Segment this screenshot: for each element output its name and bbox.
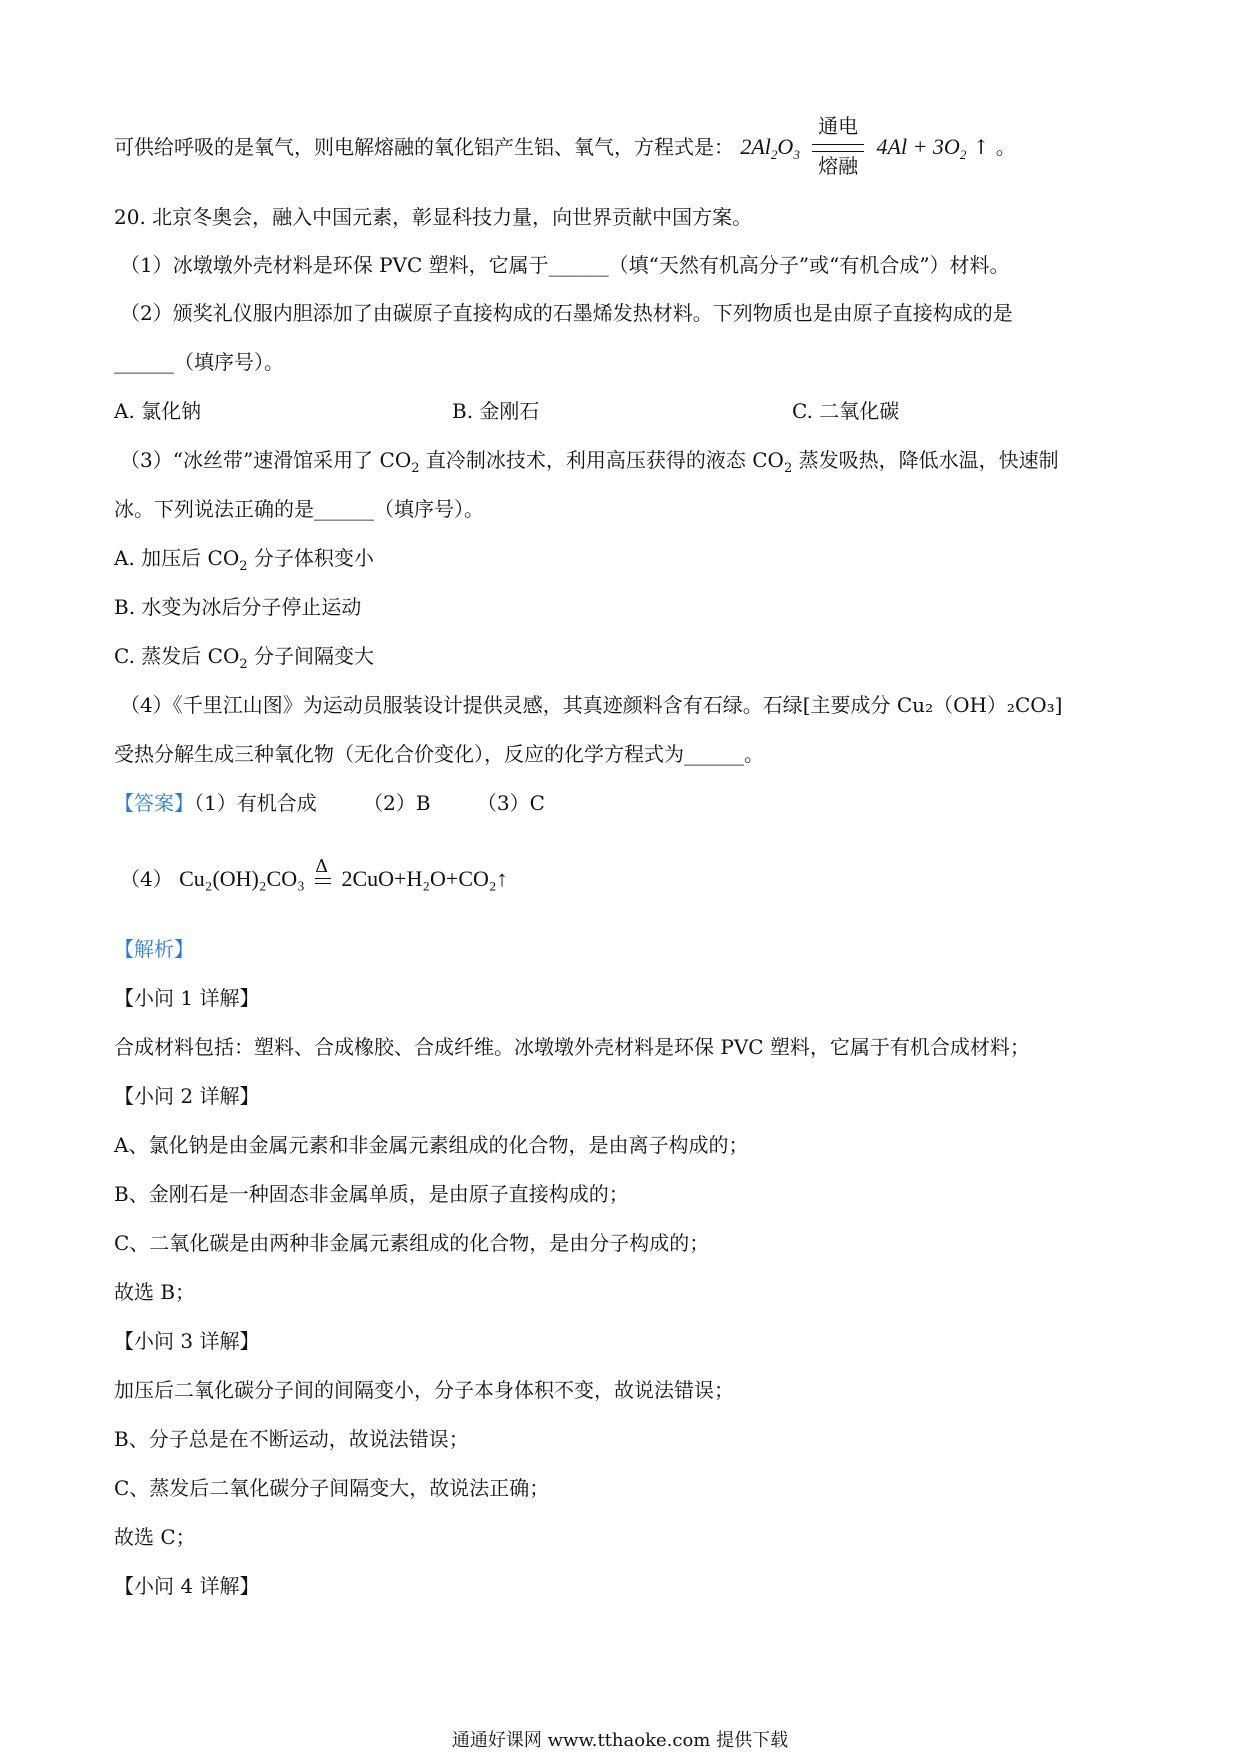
- sub-question-4-title: 【小问 4 详解】: [114, 1574, 260, 1598]
- question-part-1: （1）冰墩墩外壳材料是环保 PVC 塑料，它属于______（填“天然有机高分子”或“有机合成”）材料。: [120, 253, 1010, 277]
- heating-condition-arrow: [313, 858, 333, 892]
- answer-2: （2）B: [363, 791, 431, 815]
- question-part-3-line-2: 冰。下列说法正确的是______（填序号）。: [114, 497, 484, 521]
- delta-symbol: Δ: [315, 856, 329, 877]
- answer-4-lhs: Cu₂(OH)₂CO₃: [179, 866, 305, 891]
- q2-option-b: B. 金刚石: [452, 399, 540, 423]
- condition-bottom-label: 熔融: [818, 153, 859, 178]
- question-part-3-line-1: （3）“冰丝带”速滑馆采用了 $CO_2$ 直冷制冰技术，利用高压获得的液态 $CO_2$ 蒸发吸热，降低水温，快速制: [120, 448, 1059, 476]
- sub-question-3-a: 加压后二氧化碳分子间的间隔变小，分子本身体积不变，故说法错误；: [114, 1378, 734, 1402]
- electrolysis-equation-line: [114, 112, 1016, 182]
- answer-4-rhs: 2CuO+H₂O+CO₂↑: [341, 866, 508, 891]
- q3-option-b: B. 水变为冰后分子停止运动: [114, 595, 362, 619]
- sub-question-2-c: C、二氧化碳是由两种非金属元素组成的化合物，是由分子构成的；: [114, 1231, 710, 1255]
- reaction-condition-arrow: [810, 114, 866, 184]
- equation-prefix: 可供给呼吸的是氧气，则电解熔融的氧化铝产生铝、氧气，方程式是：: [114, 135, 734, 159]
- q3-option-c: C. 蒸发后 $CO_2$ 分子间隔变大: [114, 644, 375, 672]
- question-part-2-line-1: （2）颁奖礼仪服内胆添加了由碳原子直接构成的石墨烯发热材料。下列物质也是由原子直接构成的是: [120, 301, 1013, 325]
- answer-1: （1）有机合成: [194, 791, 317, 815]
- answer-4-equation: [120, 858, 508, 894]
- question-part-4-line-1: （4）《千里江山图》为运动员服装设计提供灵感，其真迹颜料含有石绿。石绿[主要成分 Cu₂（OH）₂CO₃]: [120, 693, 1063, 717]
- answer-label: 【答案】: [114, 791, 194, 815]
- sub-question-3-title: 【小问 3 详解】: [114, 1329, 260, 1353]
- analysis-label: 【解析】: [114, 937, 194, 961]
- sub-question-1-title: 【小问 1 详解】: [114, 986, 260, 1010]
- sub-question-2-b: B、金刚石是一种固态非金属单质，是由原子直接构成的；: [114, 1182, 629, 1206]
- sub-question-2-end: 故选 B；: [114, 1280, 196, 1304]
- equation-suffix: ↑ 。: [972, 135, 1016, 159]
- question-title: 20. 北京冬奥会，融入中国元素，彰显科技力量，向世界贡献中国方案。: [114, 205, 753, 229]
- sub-question-3-c: C、蒸发后二氧化碳分子间隔变大，故说法正确；: [114, 1476, 550, 1500]
- answer-line: [114, 788, 545, 818]
- sub-question-1-text: 合成材料包括：塑料、合成橡胶、合成纤维。冰墩墩外壳材料是环保 PVC 塑料，它属于有机合成材料；: [114, 1035, 1030, 1059]
- answer-4-prefix: （4）: [120, 867, 173, 891]
- question-part-2-line-2: ______（填序号）。: [114, 350, 284, 374]
- sub-question-3-b: B、分子总是在不断运动，故说法错误；: [114, 1427, 469, 1451]
- answer-3: （3）C: [476, 791, 545, 815]
- equation-lhs: $2Al_2O_3$: [740, 134, 800, 162]
- equation-rhs: $4Al + 3O_2$: [876, 134, 967, 162]
- q2-option-c: C. 二氧化碳: [792, 399, 900, 423]
- page-footer: 通通好课网 www.tthaoke.com 提供下载: [451, 1730, 789, 1751]
- q3-option-a: A. 加压后 $CO_2$ 分子体积变小: [114, 546, 374, 574]
- sub-question-2-title: 【小问 2 详解】: [114, 1084, 260, 1108]
- sub-question-2-a: A、氯化钠是由金属元素和非金属元素组成的化合物，是由离子构成的；: [114, 1133, 749, 1157]
- sub-question-3-end: 故选 C；: [114, 1525, 196, 1549]
- condition-top-label: 通电: [818, 113, 859, 138]
- q2-option-a: A. 氯化钠: [114, 399, 202, 423]
- question-part-4-line-2: 受热分解生成三种氧化物（无化合价变化），反应的化学方程式为______。: [114, 742, 764, 766]
